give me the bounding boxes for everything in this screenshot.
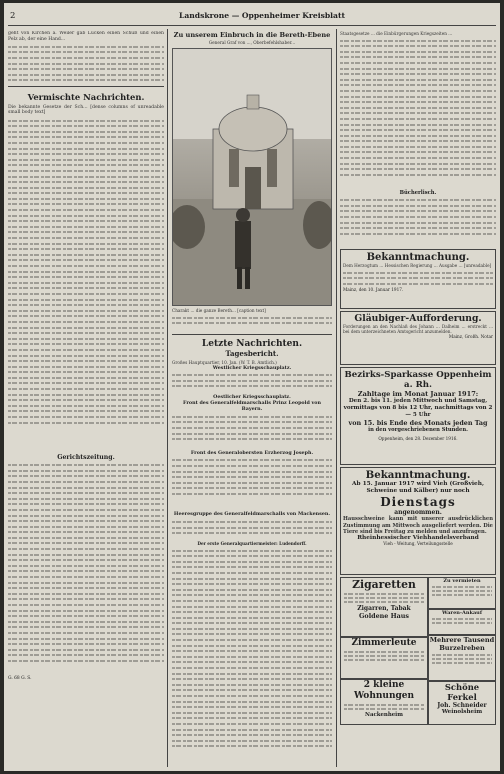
war-photo bbox=[172, 48, 332, 306]
bank-line2: Den 2. bis 11. jeden Mittwoch und Samstag, vormittags von 8 bis 12 Uhr, nachmittags von 2 — 5 Uhr bbox=[343, 398, 493, 419]
cattle-body: Hausschweine kann mit unserer ausdrücklichen Zustimmung am Mittwoch ausgeliefert werden. Die Tiere sind bis Freitag zu melden und anzufragen. bbox=[343, 516, 493, 535]
col2-text-block-6 bbox=[172, 550, 332, 767]
bank-line1: Zahltage im Monat Januar 1917: bbox=[357, 390, 479, 399]
col3-text-block-2 bbox=[340, 199, 496, 245]
flats-place: Nackenheim bbox=[365, 712, 403, 719]
ad2-title: Gläubiger-Aufforderung. bbox=[354, 313, 482, 325]
ad-sparkasse bbox=[340, 367, 496, 465]
ad-burzelreben bbox=[428, 635, 496, 681]
col1-footer: G. 68 G. S. bbox=[8, 676, 32, 682]
flats-title: 2 kleine Wohnungen bbox=[353, 680, 415, 702]
bank-title: Bezirks-Sparkasse Oppenheim a. Rh. bbox=[344, 370, 492, 391]
vines-title: Mehrere Tausend Burzelreben bbox=[429, 636, 495, 653]
col1-text-block-1 bbox=[8, 46, 164, 86]
ad-zimmerleute bbox=[340, 637, 428, 679]
col1-paragraph: Die bekannte Gesetze der Sch... [dense columns of unreadable small body text] bbox=[8, 104, 164, 116]
ad1-title: Bekanntmachung. bbox=[366, 252, 470, 264]
ad1-sign: Mainz, den 10. Januar 1917. bbox=[343, 286, 404, 292]
page-header bbox=[4, 9, 500, 25]
cig-title: Zigaretten bbox=[352, 578, 416, 592]
cattle-day: Dienstags bbox=[380, 495, 456, 510]
macedonia-heading: Heeresgruppe des Generalfeldmarschalls von Mackensen. bbox=[173, 511, 331, 518]
purchase-title: Waren-Ankauf bbox=[442, 610, 482, 617]
col1-heading: Vermischte Nachrichten. bbox=[27, 91, 145, 102]
col1-intro: geht von Kirchen a. Weiler gab Lucken einen Schuß und einen Pelz ab, der eine Hand... bbox=[8, 31, 164, 42]
piglets-place: Weinolsheim bbox=[441, 709, 483, 716]
column-2 bbox=[172, 31, 332, 767]
court-heading: Gerichtszeitung. bbox=[57, 453, 115, 461]
photo-caption: Charakt ... die ganze Bereth... [caption text] bbox=[172, 308, 266, 313]
column-1 bbox=[8, 31, 164, 767]
col1-text-block-2 bbox=[8, 120, 164, 450]
piglets-title: Schöne Ferkel bbox=[444, 682, 480, 703]
col2-heading: Zu unserem Einbruch in die Bereth-Ebene bbox=[173, 31, 331, 39]
col2-signature: Der erste Generalquartiermeister: Ludendorff. bbox=[197, 540, 307, 546]
newspaper-title: Landskrone — Oppenheimer Kreisblatt bbox=[179, 11, 345, 20]
cattle-org2: Vieh - Weitung, Verteilungsstelle bbox=[383, 541, 453, 547]
ad2-body: Forderungen an den Nachlaß des Johann ... Dalheim ... erstreckt ... bei dem unterzeichneten Amtsgericht anzumelden. bbox=[343, 324, 493, 335]
cattle-line1: Ab 15. Januar 1917 wird Vieh (Großvieh, Schweine und Kälber) nur noch bbox=[352, 481, 484, 495]
books-heading: Bücherlisch. bbox=[399, 189, 437, 196]
ad-bekanntmachung-1 bbox=[340, 249, 496, 309]
col2-rule bbox=[172, 334, 332, 335]
bank-line3: von 15. bis Ende des Monats jeden Tag bbox=[348, 419, 488, 428]
col2-text-block-4 bbox=[172, 459, 332, 511]
front1-heading: Front des Generalfeldmarschalls Prinz Leopold von Bayern. bbox=[183, 400, 321, 413]
west-heading: Westlicher Kriegsschauplatz. bbox=[212, 364, 292, 371]
column-3 bbox=[340, 31, 496, 767]
column-divider-2 bbox=[336, 29, 337, 767]
cig-sub: Zigarren, Tabak bbox=[357, 605, 411, 613]
header-rule bbox=[8, 25, 496, 26]
news-heading: Letzte Nachrichten. bbox=[201, 338, 303, 349]
col2-text-block-5 bbox=[172, 521, 332, 541]
photo-illustration bbox=[173, 49, 331, 305]
col2-caption-top: General Graf von ..., Oberbefehlshaber... bbox=[208, 40, 296, 45]
cattle-title: Bekanntmachung. bbox=[365, 469, 471, 482]
ad-glaeubiger bbox=[340, 311, 496, 365]
ad-zu-vermieten bbox=[428, 577, 496, 609]
ad-ferkel bbox=[428, 681, 496, 725]
col3-intro: Staatsgesetze ... die Einbürgerungen Kriegszeiten ... bbox=[340, 31, 453, 36]
cattle-line2: angenommen. bbox=[394, 509, 442, 517]
cattle-org: Rheinhessischer Viehhandelsverband bbox=[357, 535, 479, 542]
piglets-seller: Joh. Schneider bbox=[437, 702, 487, 710]
col3-text-block-1 bbox=[340, 40, 496, 190]
col2-text-block-2 bbox=[172, 374, 332, 394]
ad-vieh bbox=[340, 467, 496, 575]
ad-zigaretten bbox=[340, 577, 428, 637]
ad-wohnungen bbox=[340, 679, 428, 725]
column-divider-1 bbox=[167, 29, 168, 767]
front2-heading: Front des Generalobersten Erzherzog Joseph. bbox=[190, 449, 314, 456]
cig-brand: Goldene Haus bbox=[358, 612, 410, 621]
east-heading: Oestlicher Kriegsschauplatz. bbox=[213, 394, 291, 401]
news-place: Großes Hauptquartier, 10. Jan. (W. T. B. Amtlich.) bbox=[172, 359, 277, 365]
bank-line4: in den vorgeschriebenen Stunden. bbox=[368, 427, 468, 434]
ad2-sign: Mainz, Großh. Notar bbox=[448, 334, 493, 340]
page-number-left: 2 bbox=[10, 11, 16, 21]
news-subheading: Tagesbericht. bbox=[225, 348, 279, 358]
rent-title: Zu vermieten bbox=[443, 578, 481, 585]
small-ads-area bbox=[340, 577, 496, 725]
newspaper-page bbox=[4, 3, 500, 771]
col1-text-block-3 bbox=[8, 464, 164, 676]
col2-text-block-1 bbox=[172, 317, 332, 331]
ad-ankauf bbox=[428, 609, 496, 635]
bank-place: Oppenheim, den 28. Dezember 1916. bbox=[378, 436, 458, 442]
room-title: Zimmerleute bbox=[351, 638, 417, 649]
ad1-body: Dem Herzogtum ... Hessischen Regierung ... Ausgabe ... [unreadable] bbox=[343, 263, 492, 269]
col1-rule bbox=[8, 86, 164, 87]
col2-text-block-3 bbox=[172, 416, 332, 450]
